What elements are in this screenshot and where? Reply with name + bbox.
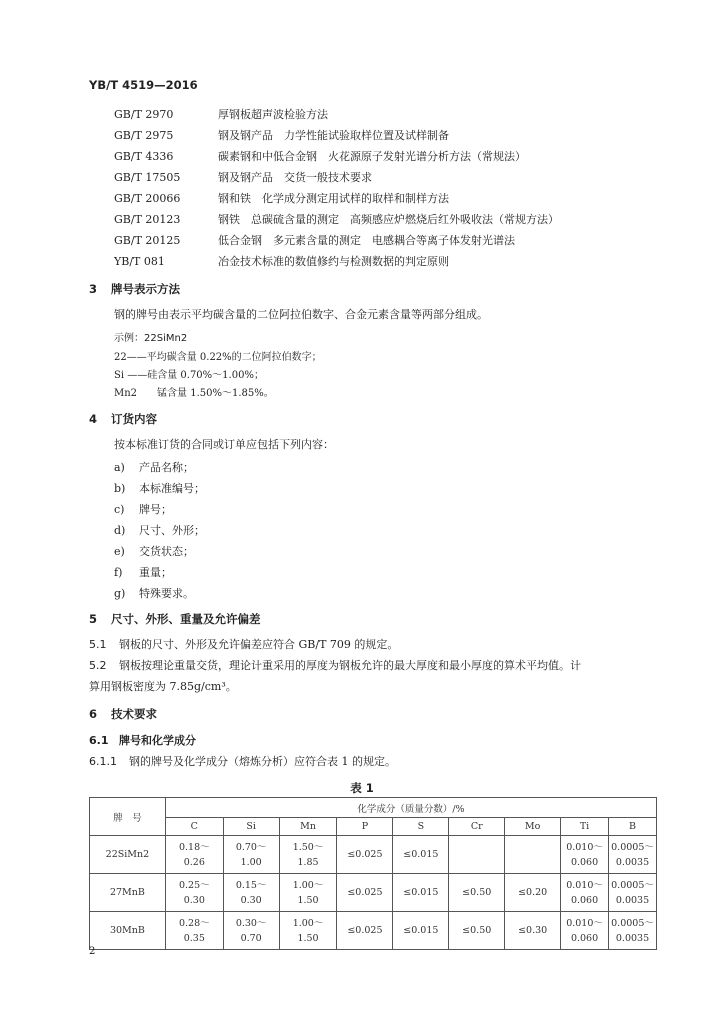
value-cell	[505, 874, 561, 912]
value-line: 0.010～	[566, 841, 603, 853]
value-line: 1.00～	[292, 879, 324, 891]
table-caption: 表 1	[350, 781, 374, 795]
reference-item	[114, 253, 449, 269]
grade-cell: 30MnB	[90, 912, 166, 950]
reference-code: GB/T 2975	[114, 129, 174, 142]
reference-title: 冶金技术标准的数值修约与检测数据的判定原则	[218, 255, 449, 268]
reference-item	[114, 169, 372, 185]
value-line: 1.00	[240, 856, 262, 868]
value-line: 0.28～	[178, 917, 210, 929]
table-header-cell: Cr	[449, 818, 505, 836]
value-line: ≤0.015	[403, 925, 439, 936]
example-line: 22——平均碳含量 0.22%的二位阿拉伯数字；	[114, 352, 322, 363]
value-cell	[449, 836, 505, 874]
reference-item	[114, 190, 449, 206]
section-4-heading: 4 订货内容	[89, 412, 157, 426]
section-5-heading: 5 尺寸、外形、重量及允许偏差	[89, 612, 261, 626]
value-line: ≤0.30	[518, 925, 548, 936]
clause-5-1: 5.1 钢板的尺寸、外形及允许偏差应符合 GB/T 709 的规定。	[89, 638, 399, 651]
value-cell	[609, 836, 657, 874]
value-line: ≤0.025	[347, 925, 383, 936]
value-cell	[561, 874, 609, 912]
grade-cell: 27MnB	[90, 874, 166, 912]
table-header-cell: Mn	[279, 818, 337, 836]
section-6-heading: 6 技术要求	[89, 707, 157, 721]
list-item: c) 牌号；	[114, 503, 172, 516]
section-4-intro: 按本标准订货的合同或订单应包括下列内容：	[114, 438, 334, 451]
reference-title: 钢及钢产品 力学性能试验取样位置及试样制备	[218, 129, 449, 142]
reference-code: GB/T 2970	[114, 108, 174, 121]
example-title: 示例：22SiMn2	[114, 333, 188, 344]
reference-code: YB/T 081	[114, 255, 165, 268]
value-cell	[165, 836, 223, 874]
value-line: 0.0035	[615, 932, 650, 944]
chemical-composition-table	[89, 797, 657, 950]
value-line: 0.26	[183, 856, 205, 868]
table-header-cell: P	[337, 818, 393, 836]
value-cell	[609, 874, 657, 912]
value-line: ≤0.025	[347, 887, 383, 898]
clause-5-2-continued: 算用钢板密度为 7.85g/cm³。	[89, 680, 237, 693]
reference-item	[114, 106, 328, 122]
value-cell	[279, 874, 337, 912]
value-cell	[165, 912, 223, 950]
reference-title: 钢和铁 化学成分测定用试样的取样和制样方法	[218, 192, 449, 205]
table-header-group: 化学成分（质量分数）/%	[165, 798, 656, 818]
clause-5-2: 5.2 钢板按理论重量交货，理论计重采用的厚度为钢板允许的最大厚度和最小厚度的算术平均值。计	[89, 659, 581, 672]
reference-item	[114, 211, 559, 227]
value-cell	[223, 836, 279, 874]
table-header-cell: Ti	[561, 818, 609, 836]
value-cell	[561, 912, 609, 950]
table-header-cell: Mo	[505, 818, 561, 836]
value-cell	[609, 912, 657, 950]
reference-code: GB/T 20123	[114, 213, 181, 226]
grade-cell: 22SiMn2	[90, 836, 166, 874]
value-line: ≤0.20	[518, 887, 548, 898]
section-3-text: 钢的牌号由表示平均碳含量的二位阿拉伯数字、合金元素含量等两部分组成。	[114, 308, 488, 321]
reference-title: 碳素钢和中低合金钢 火花源原子发射光谱分析方法（常规法）	[218, 150, 526, 163]
section-3-heading: 3 牌号表示方法	[89, 282, 180, 296]
reference-title: 钢及钢产品 交货一般技术要求	[218, 171, 372, 184]
document-code-header: YB/T 4519—2016	[89, 78, 198, 92]
value-line: 0.060	[570, 894, 599, 906]
value-line: 1.50	[297, 932, 319, 944]
value-line: 0.0005～	[611, 917, 654, 929]
value-line: ≤0.015	[403, 849, 439, 860]
value-line: 0.0035	[615, 894, 650, 906]
table-body	[90, 836, 657, 950]
value-line: ≤0.015	[403, 887, 439, 898]
value-cell	[393, 874, 449, 912]
value-line: ≤0.50	[462, 887, 492, 898]
value-cell	[279, 836, 337, 874]
value-cell	[165, 874, 223, 912]
table-header-cell: S	[393, 818, 449, 836]
table-header-grade: 牌 号	[90, 798, 166, 836]
value-line: 1.85	[297, 856, 319, 868]
value-cell	[223, 912, 279, 950]
table-row	[90, 912, 657, 950]
example-line: Si ——硅含量 0.70%～1.00%；	[114, 370, 264, 381]
table-header-cell: C	[165, 818, 223, 836]
reference-code: GB/T 20066	[114, 192, 181, 205]
value-cell	[449, 912, 505, 950]
reference-title: 钢铁 总碳硫含量的测定 高频感应炉燃烧后红外吸收法（常规方法）	[218, 213, 559, 226]
value-line: 1.50～	[292, 841, 324, 853]
value-line: 0.010～	[566, 879, 603, 891]
value-line: 0.18～	[178, 841, 210, 853]
value-cell	[337, 912, 393, 950]
value-line: 0.30～	[235, 917, 267, 929]
value-line: 0.70～	[235, 841, 267, 853]
table-row	[90, 836, 657, 874]
reference-item	[114, 148, 526, 164]
clause-6-1-heading: 6.1 牌号和化学成分	[89, 734, 196, 747]
clause-6-1-1: 6.1.1 钢的牌号及化学成分（熔炼分析）应符合表 1 的规定。	[89, 755, 396, 768]
value-line: 0.30	[240, 894, 262, 906]
value-line: 0.0035	[615, 856, 650, 868]
value-cell	[449, 874, 505, 912]
value-line: 0.060	[570, 932, 599, 944]
value-line: 1.50	[297, 894, 319, 906]
example-line: Mn2 锰含量 1.50%～1.85%。	[114, 388, 274, 399]
reference-item	[114, 127, 449, 143]
value-line: 0.010～	[566, 917, 603, 929]
value-cell	[279, 912, 337, 950]
value-line: 0.0005～	[611, 841, 654, 853]
value-cell	[561, 836, 609, 874]
value-line: 0.0005～	[611, 879, 654, 891]
list-item: d) 尺寸、外形；	[114, 524, 205, 537]
list-item: b) 本标准编号；	[114, 482, 205, 495]
value-cell	[223, 874, 279, 912]
table-row	[90, 874, 657, 912]
value-cell	[337, 836, 393, 874]
reference-title: 低合金钢 多元素含量的测定 电感耦合等离子体发射光谱法	[218, 234, 515, 247]
value-cell	[337, 874, 393, 912]
value-line: 0.15～	[235, 879, 267, 891]
reference-item	[114, 232, 515, 248]
list-item: g) 特殊要求。	[114, 587, 194, 600]
value-cell	[505, 912, 561, 950]
value-cell	[393, 912, 449, 950]
reference-code: GB/T 20125	[114, 234, 181, 247]
value-line: 0.25～	[178, 879, 210, 891]
value-line: 0.70	[240, 932, 262, 944]
table-header-cell: Si	[223, 818, 279, 836]
value-line: 0.060	[570, 856, 599, 868]
table-header-cell: B	[609, 818, 657, 836]
value-line: 1.00～	[292, 917, 324, 929]
value-line: 0.30	[183, 894, 205, 906]
list-item: f) 重量；	[114, 566, 172, 579]
reference-code: GB/T 4336	[114, 150, 174, 163]
value-line: 0.35	[183, 932, 205, 944]
list-item: a) 产品名称；	[114, 461, 194, 474]
value-cell	[393, 836, 449, 874]
reference-code: GB/T 17505	[114, 171, 181, 184]
value-line: ≤0.025	[347, 849, 383, 860]
reference-title: 厚钢板超声波检验方法	[218, 108, 328, 121]
value-cell	[505, 836, 561, 874]
page-number: 2	[89, 946, 96, 957]
list-item: e) 交货状态；	[114, 545, 194, 558]
value-line: ≤0.50	[462, 925, 492, 936]
